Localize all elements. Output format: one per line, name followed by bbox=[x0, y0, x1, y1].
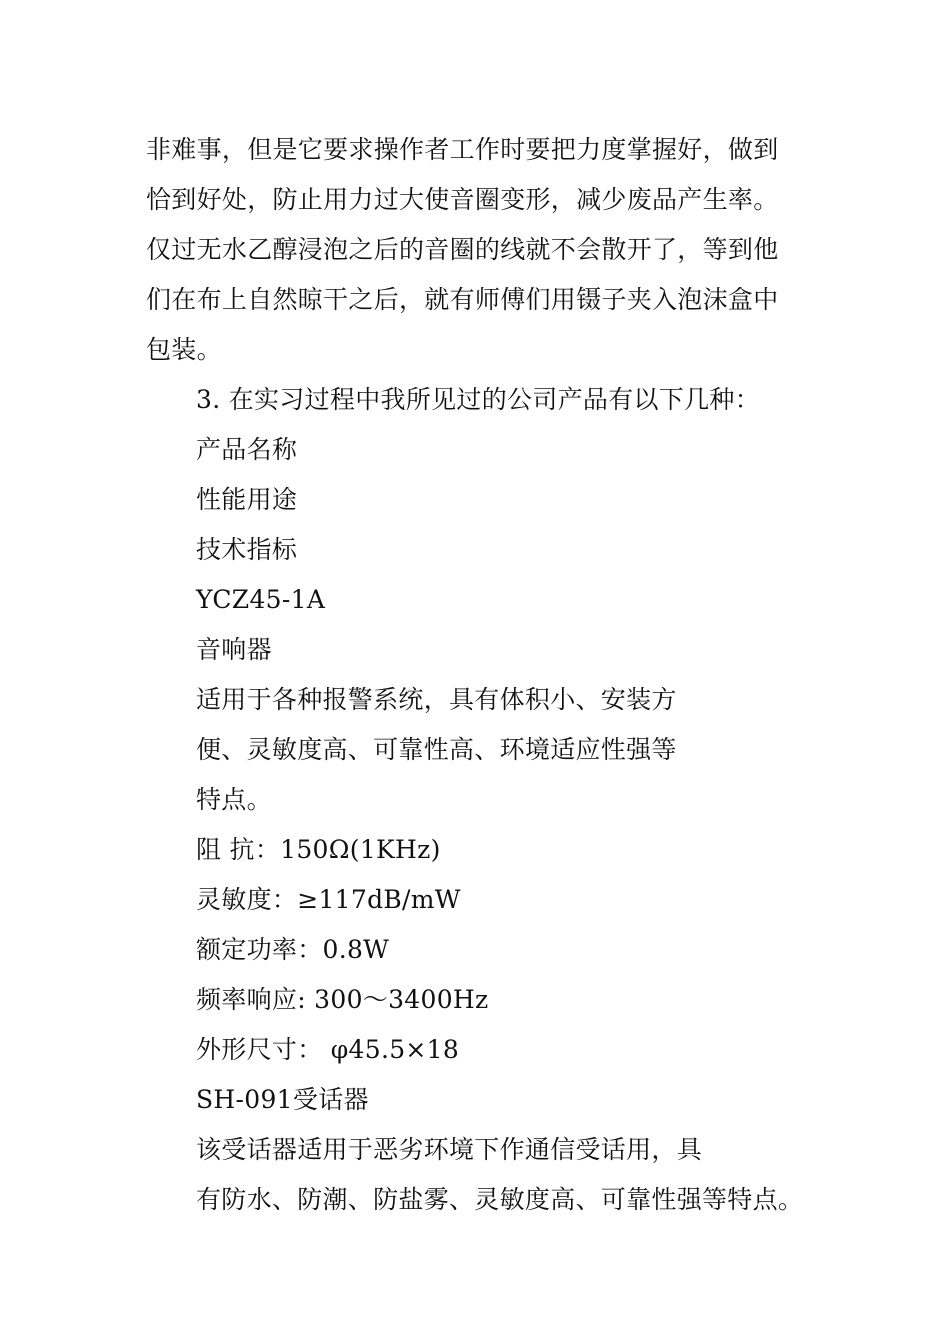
paragraph-line: 们在布上自然晾干之后，就有师傅们用镊子夹入泡沫盒中 bbox=[146, 285, 779, 314]
table-header-usage: 性能用途 bbox=[196, 485, 298, 514]
spec-frequency-response: 频率响应: 300～3400Hz bbox=[196, 985, 489, 1014]
paragraph-line: 恰到好处，防止用力过大使音圈变形，减少废品产生率。 bbox=[146, 185, 779, 214]
spec-impedance: 阻 抗：150Ω(1KHz) bbox=[196, 835, 441, 864]
section-heading: 3. 在实习过程中我所见过的公司产品有以下几种： bbox=[196, 385, 761, 414]
spec-rated-power: 额定功率：0.8W bbox=[196, 935, 390, 964]
table-header-specs: 技术指标 bbox=[196, 535, 298, 564]
product-model: YCZ45-1A bbox=[196, 585, 326, 614]
paragraph-line: 非难事，但是它要求操作者工作时要把力度掌握好，做到 bbox=[146, 135, 779, 164]
paragraph-line: 仅过无水乙醇浸泡之后的音圈的线就不会散开了，等到他 bbox=[146, 235, 779, 264]
product-name: 音响器 bbox=[196, 635, 272, 664]
table-header-product-name: 产品名称 bbox=[196, 435, 298, 464]
product-usage-line: 便、灵敏度高、可靠性高、环境适应性强等 bbox=[196, 735, 677, 764]
product-usage-line: 该受话器适用于恶劣环境下作通信受话用，具 bbox=[196, 1135, 703, 1164]
product-usage-line: 特点。 bbox=[196, 785, 272, 814]
product-title: SH-091受话器 bbox=[196, 1085, 369, 1114]
paragraph-line: 包装。 bbox=[146, 335, 222, 364]
spec-dimensions: 外形尺寸： φ45.5×18 bbox=[196, 1035, 460, 1064]
spec-sensitivity: 灵敏度：≥117dB/mW bbox=[196, 885, 461, 914]
product-usage-line: 有防水、防潮、防盐雾、灵敏度高、可靠性强等特点。 bbox=[196, 1185, 804, 1214]
product-usage-line: 适用于各种报警系统，具有体积小、安装方 bbox=[196, 685, 677, 714]
